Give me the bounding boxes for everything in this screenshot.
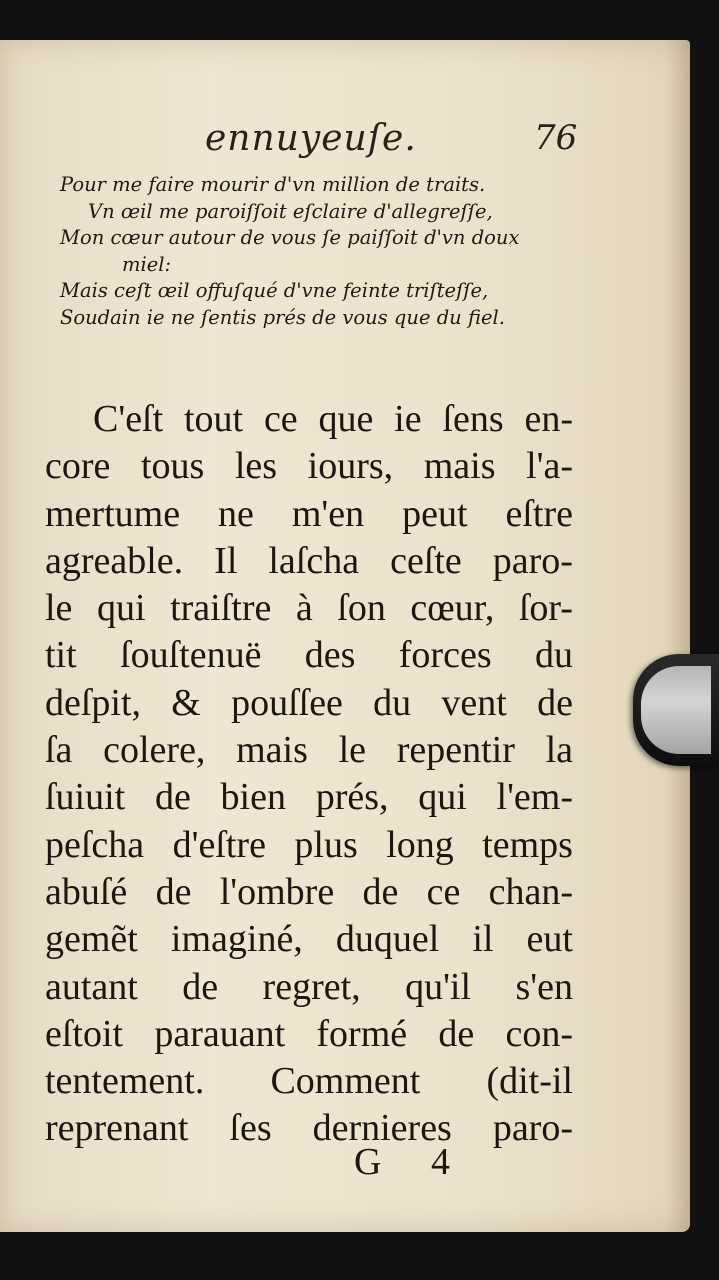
prose-line: reprenant ſes dernieres paro-: [45, 1107, 573, 1150]
prose-line: deſpit, & pouſſee du vent de: [45, 681, 573, 724]
prose-line: agreable. Il laſcha ceſte paro-: [45, 539, 573, 582]
verse-block: [60, 172, 600, 331]
prose-line: ſuiuit de bien prés, qui l'em-: [45, 776, 573, 819]
prose-line: C'eſt tout ce que ie ſens en-: [93, 398, 573, 440]
page-clip-highlight: [641, 666, 711, 754]
page-header: [0, 118, 690, 168]
prose-line: eſtoit parauant formé de con-: [45, 1012, 573, 1055]
book-page: [0, 40, 690, 1232]
prose-line: gemẽt imaginé, duquel il eut: [45, 918, 573, 961]
running-title: ennuyeuſe.: [205, 118, 417, 159]
verse-line: miel:: [122, 252, 172, 276]
page-number: 76: [534, 118, 578, 158]
verse-line: Vn œil me paroiſſoit eſclaire d'allegreſſe,: [88, 199, 493, 223]
verse-line: Pour me faire mourir d'vn million de traits.: [60, 173, 486, 196]
verse-line: Mais ceſt œil offuſqué d'vne feinte triſteſſe,: [60, 279, 489, 302]
prose-line: ſa colere, mais le repentir la: [45, 729, 573, 772]
prose-line: tit ſouſtenuë des forces du: [45, 634, 573, 677]
prose-line: abuſé de l'ombre de ce chan-: [45, 870, 573, 913]
signature-mark: G 4: [354, 1141, 470, 1183]
page-edge-shadow: [666, 40, 690, 1232]
verse-line: Mon cœur autour de vous ſe paiſſoit d'vn doux: [60, 226, 520, 249]
prose-line: mertume ne m'en peut eſtre: [45, 492, 573, 535]
verse-line: Soudain ie ne ſentis prés de vous que du fiel.: [60, 305, 505, 329]
prose-line: le qui traiſtre à ſon cœur, ſor-: [45, 587, 573, 630]
prose-line: tentement. Comment (dit-il: [45, 1060, 573, 1103]
prose-line: peſcha d'eſtre plus long temps: [45, 823, 573, 866]
prose-line: autant de regret, qu'il s'en: [45, 965, 573, 1008]
prose-line: core tous les iours, mais l'a-: [45, 445, 573, 488]
prose-block: [45, 396, 573, 1153]
